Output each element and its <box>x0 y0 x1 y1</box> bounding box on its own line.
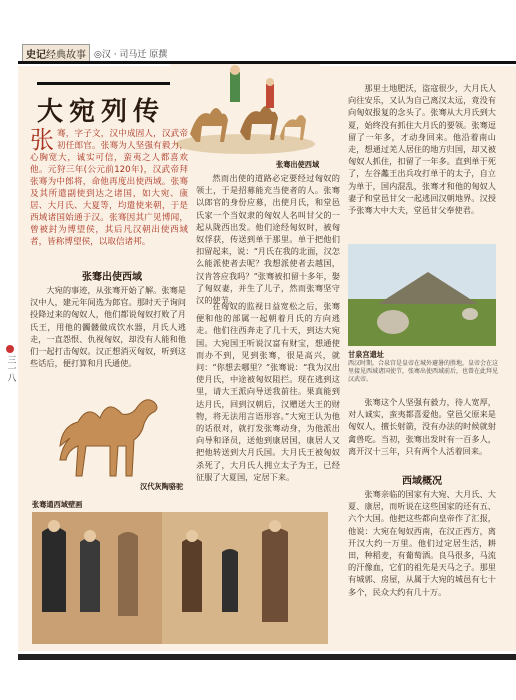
page-marker-icon <box>6 345 14 353</box>
section-heading: 张骞出使西域 <box>82 272 142 283</box>
ganquan-palace-ruins-image <box>348 244 496 346</box>
caption-ganquan-title: 甘泉宫遗址 <box>348 350 384 359</box>
paragraph: 那里土地肥沃，盗寇很少，大月氏人向往安乐，又认为自己离汉太远，竟没有向匈奴报复的念头了。张骞从大月氏到大夏，始终没有抓住大月氏的要领。张骞逗留了一年多，才动身回来。他沿着南山走，想通过羌人居住的地方归国，却又被匈奴人抓住，扣留了一年多。直到单于死了，左谷蠡王出兵攻打单于的太子，自立为单于，国内混乱，张骞才和他的匈奴人妻子和堂邑甘父一起逃回汉朝地界。汉授予张骞大中大夫，堂邑甘父奉使君。 <box>348 83 496 216</box>
paragraph: 张骞这个人坚强有毅力，待人宽厚，对人诚实，蛮夷都喜爱他。堂邑父原来是匈奴人，擅长射箭，没有办法的时候就射禽兽吃。当初，张骞出发时有一百多人，离开汉十三年，只有两个人活着回来。 <box>348 397 496 456</box>
caption-mural: 张骞通西域壁画 <box>32 500 83 509</box>
caption-ganquan-description: 西汉时期，合泉宫是皇帝在城外避暑的胜地，皇帝会在这里接见西域诸国使节，张骞出使西域前后，也曾在此拜见汉武帝。 <box>348 360 499 383</box>
page-number: 三一八 <box>4 345 16 386</box>
paragraph: 在匈奴的监视日益宽松之后，张骞便和他的部属一起朝着月氏的方向逃走。他们往西奔走了几十天，到达大宛国。大宛国王听说汉富有财宝，想通使而办不到，见到张骞，很是高兴，就问：“你想去哪里？”张骞说：“我为汉出使月氏，中途被匈奴阻拦。现在逃到这里，请大王派向导送我前往。果真能到达月氏，回到汉朝后，汉赠送大王的财物，将无法用言语形容。”大宛王认为他的话很对，就打发张骞动身，为他派出向导和译员，送他到康居国，康居人又把他转送到大月氏国。大月氏王被匈奴杀死了，大月氏人拥立太子为王，已经征服了大夏国，定居下来。 <box>196 301 340 482</box>
footer-rule <box>18 654 516 660</box>
paragraph: 大宛的事迹，从张骞开始了解。张骞是汉中人，建元年间选为郎官。那时天子询问投降过来的匈奴人，他们都说匈奴打败了月氏王，用他的髑髅做成饮水器，月氏人逃走，一直怨恨、仇视匈奴，却没有人能和他们一起打击匈奴。汉正想消灭匈奴，听到这些话后，便打算和月氏通使。 <box>30 285 186 369</box>
drop-cap: 张 <box>30 126 54 154</box>
camel-figurine-image <box>40 386 180 496</box>
author-credit: ◎汉 · 司马迁 原撰 <box>94 50 168 60</box>
caption-top-illustration: 张骞出使西域 <box>276 160 320 169</box>
section-heading: 西域概况 <box>402 476 442 487</box>
top-margin <box>0 0 516 40</box>
intro-paragraph: 张骞，字子文，汉中成固人，汉武帝初任郎官。张骞为人坚强有毅力，心胸宽大，诚实可信，蛮夷之人都喜欢他。元狩三年(公元前120年)，汉武帝拜张骞为中郎将，命他再度出使西域。张骞及其所遣副使到达之诸国，如大宛、康居、大月氏、大夏等，均遣使来朝，于是西域诸国始通于汉。张骞因其广见博闻，曾被封为博望侯，其后凡汉朝出使西域者，皆称博望侯，以取信诸邦。 <box>30 126 188 247</box>
caption-camel: 汉代灰陶骆驼 <box>140 482 184 491</box>
mural-image <box>32 512 328 644</box>
caravan-illustration <box>170 64 320 160</box>
title-block <box>37 82 177 128</box>
paragraph: 然而出使的道路必定要经过匈奴的领土，于是招募能充当使者的人。张骞以郎官的身份应募，出使月氏，和堂邑氏家一个当奴隶的匈奴人名叫甘父的一起从陇西出发。他们途经匈奴时，被匈奴俘获，传送到单于那里。单于把他们扣留起来，说：“月氏在我的北面，汉怎么能派使者去呢？我想派使者去越国，汉肯答应我吗？”张骞被扣留十多年，娶了匈奴妻，并生了儿子，然而张骞坚守汉的使节。 <box>196 173 340 306</box>
paragraph: 张骞亲临的国家有大宛、大月氏、大夏、康居，而听说在这些国家的还有五、六个大国。他把这些都向皇帝作了汇报，他说：大宛在匈奴西南，在汉正西方，离开汉大约一万里。他们过定居生活，耕田，种稻麦，有葡萄酒。良马很多，马流的汗像血，它们的祖先是天马之子。那里有城郭、房屋，从属于大宛的城邑有七十多个，民众大约有几十万。 <box>348 489 496 597</box>
series-name: 史记经典故事 <box>22 44 90 63</box>
page-title: 大宛列传 <box>37 97 166 127</box>
